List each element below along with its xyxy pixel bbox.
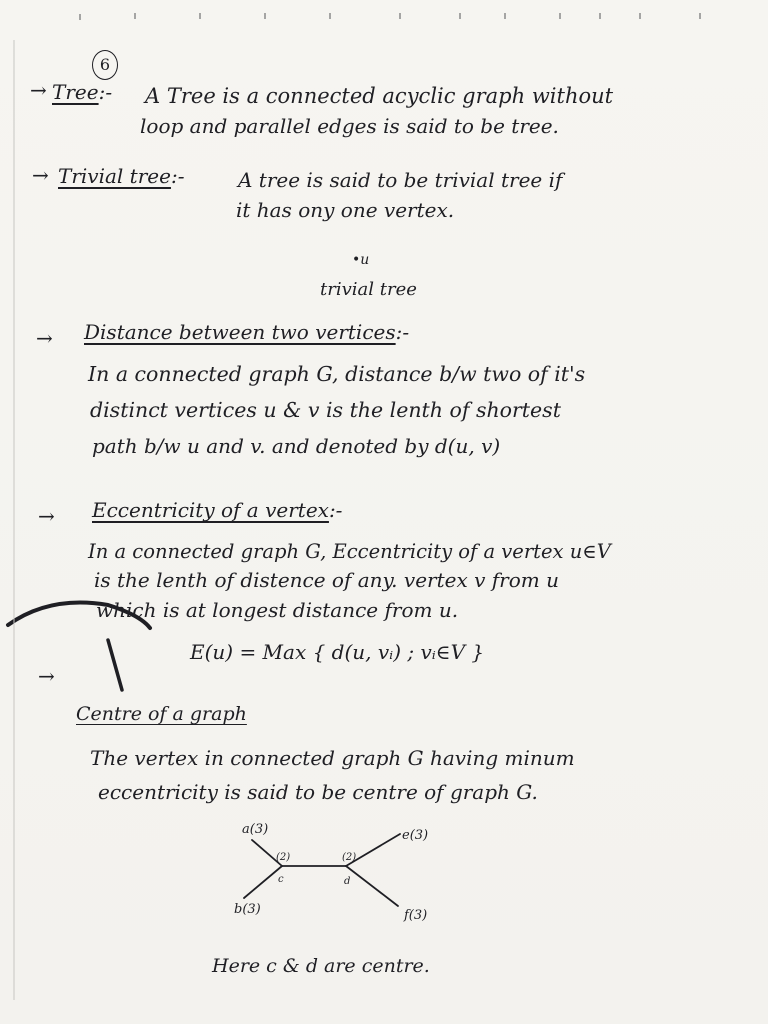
distance-text-line-2: distinct vertices u & v is the lenth of shortest xyxy=(90,398,561,422)
distance-text-line-1: In a connected graph G, distance b/w two of it's xyxy=(88,362,586,386)
trivial-term: Trivial tree xyxy=(58,164,171,188)
edge-c-b xyxy=(244,866,282,898)
eccentricity-formula: E(u) = Max { d(u, vᵢ) ; vᵢ∈V } xyxy=(190,640,485,664)
page-number-badge: 6 xyxy=(92,50,118,80)
node-d-label: d xyxy=(344,876,351,887)
eccentricity-text-line-1: In a connected graph G, Eccentricity of a vertex u∈V xyxy=(88,540,611,563)
eccentricity-text-line-3: which is at longest distance from u. xyxy=(96,598,459,622)
node-c-label: c xyxy=(278,874,284,885)
trivial-sep: :- xyxy=(170,164,185,188)
node-b-label: b(3) xyxy=(234,902,261,917)
bullet-arrow-icon: → xyxy=(32,163,49,187)
bullet-arrow-icon: → xyxy=(36,326,53,350)
centre-text-line-1: The vertex in connected graph G having minum xyxy=(90,746,575,770)
eccentricity-text-line-2: is the lenth of distence of any. vertex v from u xyxy=(94,568,559,592)
bullet-arrow-icon: → xyxy=(38,504,55,528)
node-f-label: f(3) xyxy=(404,908,428,923)
trivial-tree-caption: trivial tree xyxy=(320,279,417,300)
node-e-label: e(3) xyxy=(402,828,429,843)
eccentricity-sep: :- xyxy=(328,498,343,522)
trivial-definition-line-1: A tree is said to be trivial tree if xyxy=(238,168,563,192)
node-a-label: a(3) xyxy=(242,822,269,837)
trivial-definition-line-2: it has ony one vertex. xyxy=(236,198,455,222)
edge-d-f xyxy=(346,866,398,906)
distance-heading: Distance between two vertices xyxy=(84,320,396,344)
trivial-vertex: •u xyxy=(352,252,370,268)
tree-definition-line-2: loop and parallel edges is said to be tree. xyxy=(140,114,559,138)
tree-sep: :- xyxy=(98,80,113,104)
node-d-eccentricity: (2) xyxy=(342,852,357,863)
eccentricity-heading: Eccentricity of a vertex xyxy=(92,498,329,522)
bullet-arrow-icon: → xyxy=(30,78,47,102)
node-c-eccentricity: (2) xyxy=(276,852,291,863)
trivial-vertex-label: u xyxy=(360,252,370,268)
distance-text-line-3: path b/w u and v. and denoted by d(u, v) xyxy=(92,434,501,458)
centre-heading: Centre of a graph xyxy=(76,703,247,725)
tree-definition-line-1: A Tree is a connected acyclic graph without xyxy=(145,84,614,108)
tree-term: Tree xyxy=(52,80,99,104)
distance-sep: :- xyxy=(395,320,410,344)
bullet-arrow-icon: → xyxy=(38,664,55,688)
centre-conclusion: Here c & d are centre. xyxy=(212,955,430,977)
centre-text-line-2: eccentricity is said to be centre of graph G. xyxy=(98,780,538,804)
